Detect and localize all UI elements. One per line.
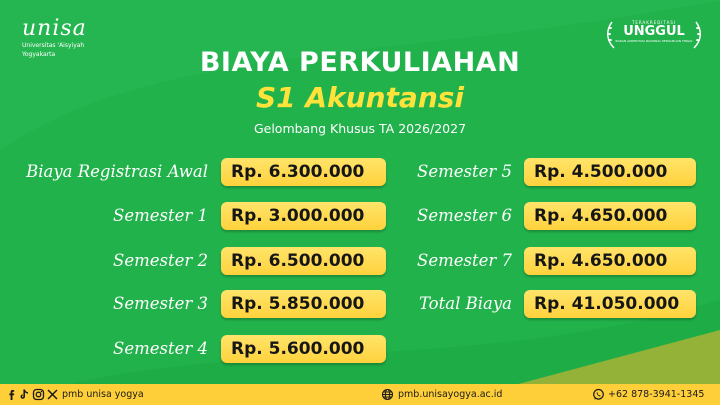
program-name: S1 Akuntansi bbox=[255, 81, 465, 114]
instagram-icon[interactable] bbox=[32, 388, 45, 401]
fee-label-semester-3: Semester 3 bbox=[113, 294, 208, 313]
logo-wordmark: unisa bbox=[22, 16, 87, 41]
tiktok-icon[interactable] bbox=[18, 388, 31, 401]
fee-label-semester-2: Semester 2 bbox=[113, 251, 208, 270]
fee-label-total: Total Biaya bbox=[418, 294, 512, 313]
phone-number[interactable]: +62 878-3941-1345 bbox=[608, 389, 705, 400]
fee-amount-semester-4: Rp. 5.600.000 bbox=[221, 335, 386, 363]
badge-top-text: TERAKREDITASI bbox=[631, 20, 677, 25]
whatsapp-icon bbox=[592, 388, 605, 401]
badge-bottom-text: BADAN AKREDITASI NASIONAL PERGURUAN TINGGI bbox=[615, 39, 693, 43]
logo-subtitle-line2: Yogyakarta bbox=[22, 51, 56, 58]
fee-amount-semester-7: Rp. 4.650.000 bbox=[524, 247, 696, 275]
badge-word: UNGGUL bbox=[623, 24, 685, 39]
fee-label-semester-7: Semester 7 bbox=[417, 251, 512, 270]
accreditation-badge bbox=[606, 20, 702, 50]
fee-label-semester-5: Semester 5 bbox=[417, 162, 512, 181]
x-icon[interactable] bbox=[46, 388, 59, 401]
fee-amount-semester-2: Rp. 6.500.000 bbox=[221, 247, 386, 275]
fee-amount-semester-6: Rp. 4.650.000 bbox=[524, 202, 696, 230]
fee-label-semester-6: Semester 6 bbox=[417, 206, 512, 225]
fee-amount-total: Rp. 41.050.000 bbox=[524, 290, 696, 318]
logo-subtitle-line1: Universitas 'Aisyiyah bbox=[22, 42, 85, 49]
admission-wave: Gelombang Khusus TA 2026/2027 bbox=[253, 121, 467, 136]
fee-label-semester-1: Semester 1 bbox=[113, 206, 208, 225]
fee-label-semester-4: Semester 4 bbox=[113, 339, 208, 358]
social-handle[interactable]: pmb unisa yogya bbox=[62, 389, 144, 400]
fee-amount-registration: Rp. 6.300.000 bbox=[221, 158, 386, 186]
page-title: BIAYA PERKULIAHAN bbox=[199, 47, 521, 78]
fee-label-registration: Biaya Registrasi Awal bbox=[26, 162, 208, 181]
website-link[interactable]: pmb.unisayogya.ac.id bbox=[398, 389, 503, 400]
globe-icon bbox=[381, 388, 394, 401]
fee-amount-semester-5: Rp. 4.500.000 bbox=[524, 158, 696, 186]
fee-amount-semester-3: Rp. 5.850.000 bbox=[221, 290, 386, 318]
fee-amount-semester-1: Rp. 3.000.000 bbox=[221, 202, 386, 230]
